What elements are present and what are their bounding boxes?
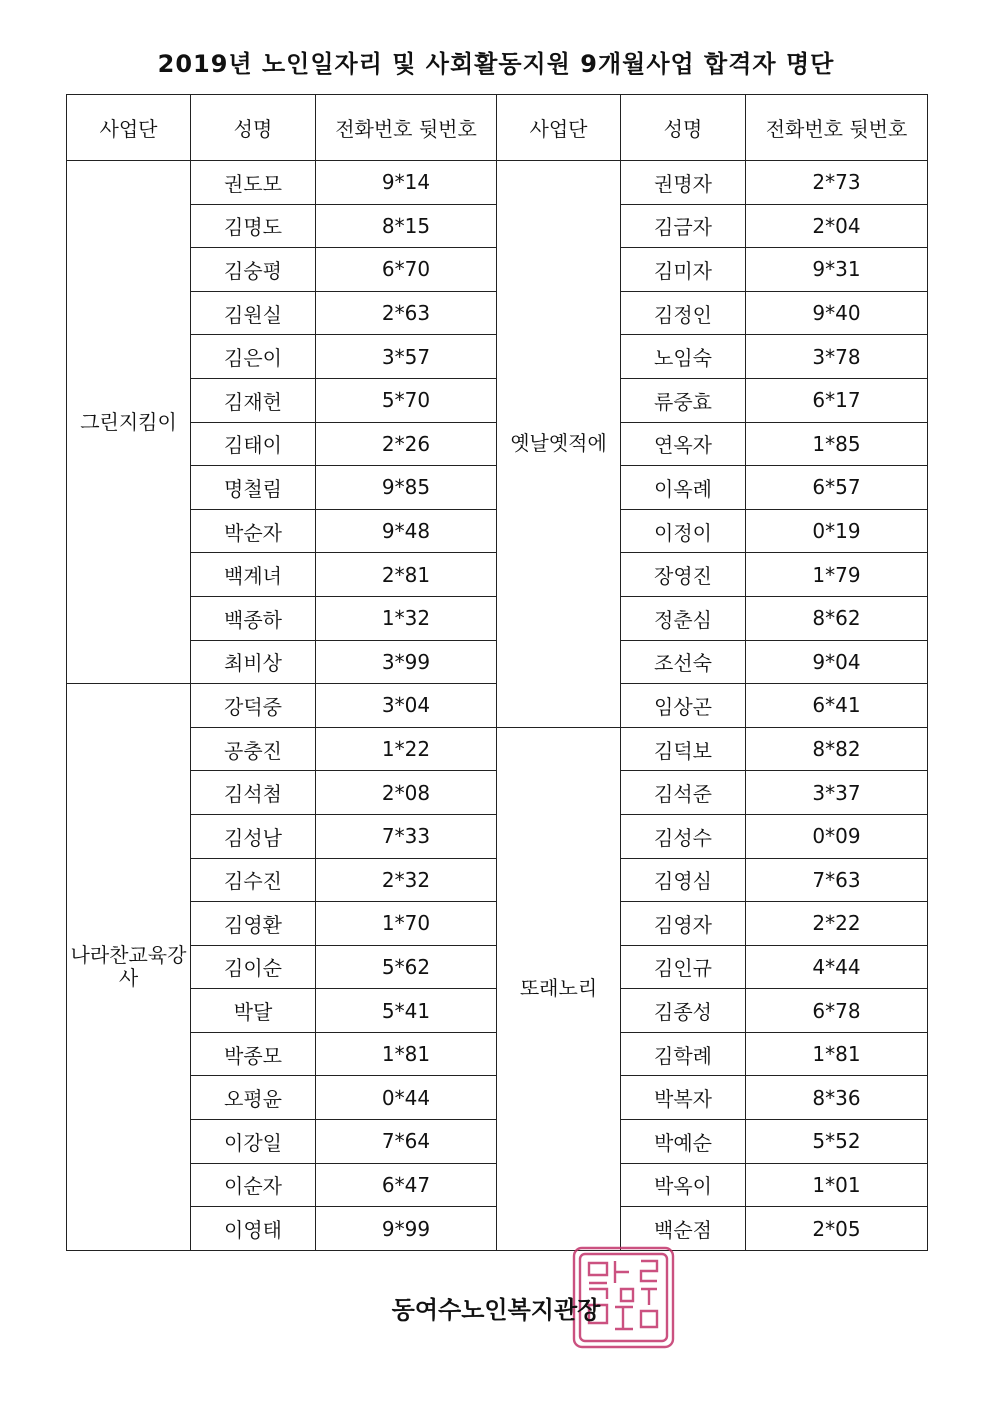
member-name-cell: 정춘심: [621, 596, 746, 640]
phone-suffix-cell: 7*33: [316, 814, 497, 858]
member-name-cell: 박달: [191, 989, 316, 1033]
phone-suffix-cell: 3*99: [316, 640, 497, 684]
member-name-cell: 김종성: [621, 989, 746, 1033]
phone-suffix-cell: 8*82: [746, 727, 928, 771]
program-cell: 옛날옛적에: [497, 161, 621, 728]
member-name-cell: 이순자: [191, 1163, 316, 1207]
member-name-cell: 김원실: [191, 291, 316, 335]
table-row: [67, 161, 928, 205]
member-name-cell: 노임숙: [621, 335, 746, 379]
phone-suffix-cell: 7*64: [316, 1120, 497, 1164]
phone-suffix-cell: 1*81: [316, 1032, 497, 1076]
phone-suffix-cell: 2*73: [746, 161, 928, 205]
phone-suffix-cell: 3*57: [316, 335, 497, 379]
phone-suffix-cell: 6*78: [746, 989, 928, 1033]
phone-suffix-cell: 1*22: [316, 727, 497, 771]
phone-suffix-cell: 2*08: [316, 771, 497, 815]
member-name-cell: 김숭평: [191, 248, 316, 292]
phone-suffix-cell: 2*26: [316, 422, 497, 466]
header-row: [67, 95, 928, 161]
program-cell: 나라찬교육강사: [67, 684, 191, 1251]
header-cell-phone: 전화번호 뒷번호: [316, 95, 497, 161]
member-name-cell: 김인규: [621, 945, 746, 989]
member-name-cell: 박순자: [191, 509, 316, 553]
phone-suffix-cell: 5*70: [316, 378, 497, 422]
member-name-cell: 박옥이: [621, 1163, 746, 1207]
phone-suffix-cell: 6*47: [316, 1163, 497, 1207]
member-name-cell: 백계녀: [191, 553, 316, 597]
member-name-cell: 이정이: [621, 509, 746, 553]
header-cell-group: 사업단: [67, 95, 191, 161]
member-name-cell: 권명자: [621, 161, 746, 205]
member-name-cell: 김태이: [191, 422, 316, 466]
phone-suffix-cell: 9*14: [316, 161, 497, 205]
phone-suffix-cell: 8*36: [746, 1076, 928, 1120]
member-name-cell: 장영진: [621, 553, 746, 597]
member-name-cell: 김영자: [621, 902, 746, 946]
member-name-cell: 최비상: [191, 640, 316, 684]
member-name-cell: 류중효: [621, 378, 746, 422]
phone-suffix-cell: 9*40: [746, 291, 928, 335]
phone-suffix-cell: 1*70: [316, 902, 497, 946]
phone-suffix-cell: 5*41: [316, 989, 497, 1033]
member-name-cell: 김은이: [191, 335, 316, 379]
phone-suffix-cell: 1*32: [316, 596, 497, 640]
member-name-cell: 김명도: [191, 204, 316, 248]
member-name-cell: 이옥례: [621, 466, 746, 510]
member-name-cell: 김덕보: [621, 727, 746, 771]
phone-suffix-cell: 6*70: [316, 248, 497, 292]
phone-suffix-cell: 6*57: [746, 466, 928, 510]
member-name-cell: 김미자: [621, 248, 746, 292]
phone-suffix-cell: 2*63: [316, 291, 497, 335]
member-name-cell: 박종모: [191, 1032, 316, 1076]
phone-suffix-cell: 9*99: [316, 1207, 497, 1251]
member-name-cell: 김석준: [621, 771, 746, 815]
member-name-cell: 이영태: [191, 1207, 316, 1251]
member-name-cell: 명철림: [191, 466, 316, 510]
phone-suffix-cell: 3*78: [746, 335, 928, 379]
member-name-cell: 백종하: [191, 596, 316, 640]
phone-suffix-cell: 6*17: [746, 378, 928, 422]
member-name-cell: 백순점: [621, 1207, 746, 1251]
phone-suffix-cell: 2*05: [746, 1207, 928, 1251]
member-name-cell: 김수진: [191, 858, 316, 902]
member-name-cell: 오평윤: [191, 1076, 316, 1120]
member-name-cell: 김석첨: [191, 771, 316, 815]
member-name-cell: 임상곤: [621, 684, 746, 728]
phone-suffix-cell: 3*04: [316, 684, 497, 728]
member-name-cell: 조선숙: [621, 640, 746, 684]
phone-suffix-cell: 9*31: [746, 248, 928, 292]
member-name-cell: 김성수: [621, 814, 746, 858]
program-cell: 그린지킴이: [67, 161, 191, 684]
header-cell-group: 사업단: [497, 95, 621, 161]
phone-suffix-cell: 1*81: [746, 1032, 928, 1076]
page-title: 2019년 노인일자리 및 사회활동지원 9개월사업 합격자 명단: [157, 50, 835, 78]
phone-suffix-cell: 3*37: [746, 771, 928, 815]
phone-suffix-cell: 0*19: [746, 509, 928, 553]
phone-suffix-cell: 1*79: [746, 553, 928, 597]
phone-suffix-cell: 0*09: [746, 814, 928, 858]
member-name-cell: 김재헌: [191, 378, 316, 422]
phone-suffix-cell: 2*81: [316, 553, 497, 597]
phone-suffix-cell: 6*41: [746, 684, 928, 728]
phone-suffix-cell: 9*04: [746, 640, 928, 684]
phone-suffix-cell: 0*44: [316, 1076, 497, 1120]
phone-suffix-cell: 2*32: [316, 858, 497, 902]
member-name-cell: 김정인: [621, 291, 746, 335]
member-name-cell: 김이순: [191, 945, 316, 989]
phone-suffix-cell: 5*62: [316, 945, 497, 989]
header-cell-name: 성명: [621, 95, 746, 161]
member-name-cell: 박예순: [621, 1120, 746, 1164]
member-name-cell: 연옥자: [621, 422, 746, 466]
member-name-cell: 강덕중: [191, 684, 316, 728]
phone-suffix-cell: 8*15: [316, 204, 497, 248]
program-cell: 또래노리: [497, 727, 621, 1250]
member-name-cell: 김금자: [621, 204, 746, 248]
phone-suffix-cell: 9*85: [316, 466, 497, 510]
member-name-cell: 김학례: [621, 1032, 746, 1076]
phone-suffix-cell: 2*22: [746, 902, 928, 946]
member-name-cell: 공충진: [191, 727, 316, 771]
phone-suffix-cell: 2*04: [746, 204, 928, 248]
member-name-cell: 이강일: [191, 1120, 316, 1164]
phone-suffix-cell: 7*63: [746, 858, 928, 902]
roster-table: [66, 94, 928, 1251]
member-name-cell: 박복자: [621, 1076, 746, 1120]
issuer-name: 동여수노인복지관장: [391, 1296, 601, 1324]
member-name-cell: 김영환: [191, 902, 316, 946]
phone-suffix-cell: 4*44: [746, 945, 928, 989]
header-cell-phone: 전화번호 뒷번호: [746, 95, 928, 161]
table-row: [67, 727, 928, 771]
phone-suffix-cell: 8*62: [746, 596, 928, 640]
member-name-cell: 김영심: [621, 858, 746, 902]
header-cell-name: 성명: [191, 95, 316, 161]
phone-suffix-cell: 1*01: [746, 1163, 928, 1207]
phone-suffix-cell: 5*52: [746, 1120, 928, 1164]
phone-suffix-cell: 1*85: [746, 422, 928, 466]
member-name-cell: 권도모: [191, 161, 316, 205]
phone-suffix-cell: 9*48: [316, 509, 497, 553]
member-name-cell: 김성남: [191, 814, 316, 858]
